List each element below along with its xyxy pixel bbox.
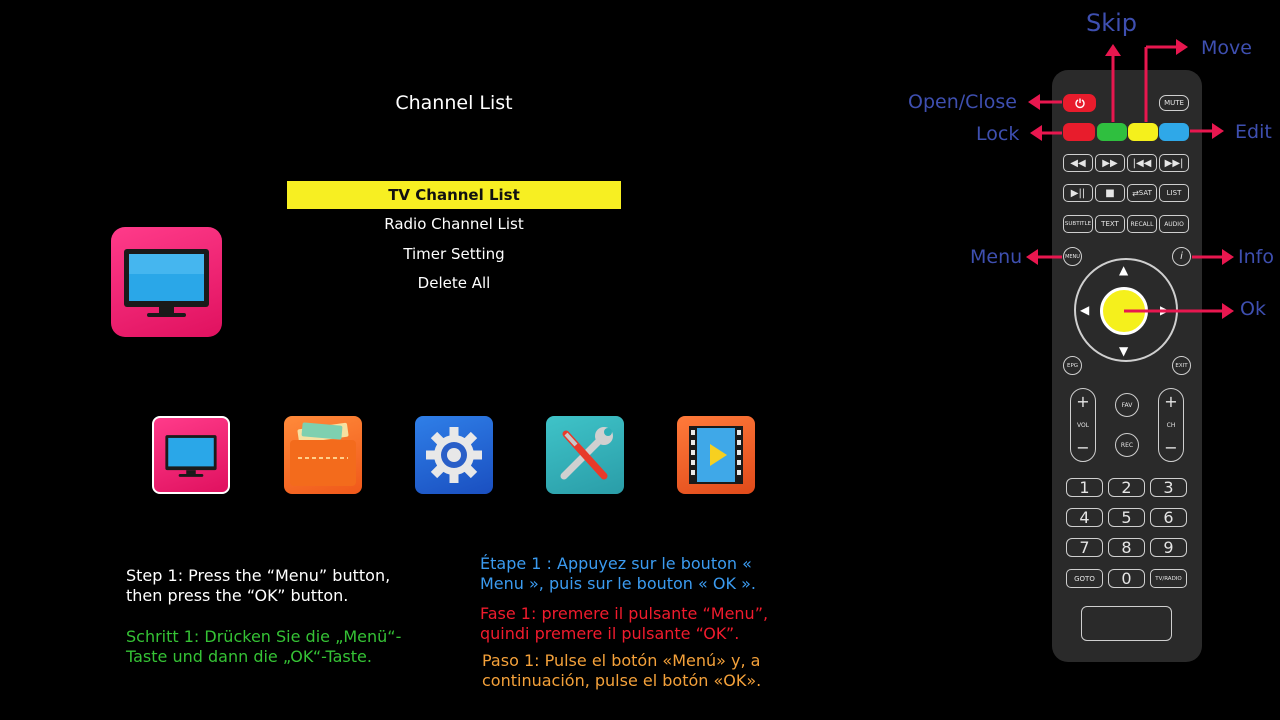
vol-plus-icon[interactable]: +: [1076, 392, 1090, 411]
vol-label: VOL: [1076, 421, 1090, 429]
play-pause-icon: ▶||: [1070, 187, 1086, 199]
sat-label: SAT: [1138, 189, 1152, 197]
num-2-button[interactable]: 2: [1108, 478, 1145, 497]
callout-edit: Edit: [1235, 121, 1272, 143]
right-arrow-icon[interactable]: ▶: [1160, 303, 1170, 317]
callout-open-close: Open/Close: [908, 91, 1017, 113]
num-4-button[interactable]: 4: [1066, 508, 1103, 527]
subtitle-button[interactable]: SUBTITLE: [1063, 215, 1093, 233]
volume-rocker[interactable]: [1070, 388, 1096, 462]
instruction-fr: Étape 1 : Appuyez sur le bouton « Menu », puis sur le bouton « OK ».: [480, 554, 756, 593]
red-button[interactable]: [1063, 123, 1095, 141]
list-button[interactable]: LIST: [1159, 184, 1189, 202]
num-6-button[interactable]: 6: [1150, 508, 1187, 527]
sat-icon: ⇄: [1132, 188, 1139, 198]
power-button[interactable]: [1063, 94, 1096, 112]
callout-ok: Ok: [1240, 298, 1266, 320]
vol-minus-icon[interactable]: −: [1076, 438, 1090, 457]
next-button[interactable]: [1159, 154, 1189, 172]
bottom-pad: [1081, 606, 1172, 641]
left-arrow-icon[interactable]: ◀: [1080, 303, 1090, 317]
next-icon: ▶▶|: [1164, 157, 1184, 169]
yellow-button[interactable]: [1128, 123, 1158, 141]
channel-list-tv-icon: [111, 227, 222, 337]
ch-label: CH: [1166, 421, 1176, 429]
fast-forward-button[interactable]: [1095, 154, 1125, 172]
menu-item-tv-channel-list[interactable]: TV Channel List: [287, 181, 621, 209]
tile-tv-icon[interactable]: [152, 416, 230, 494]
tile-wallet-icon[interactable]: [284, 416, 362, 494]
instruction-de: Schritt 1: Drücken Sie die „Menü“-Taste und dann die „OK“-Taste.: [126, 627, 402, 666]
prev-icon: |◀◀: [1132, 157, 1152, 169]
prev-button[interactable]: [1127, 154, 1157, 172]
down-arrow-icon[interactable]: ▼: [1119, 344, 1129, 358]
text-button[interactable]: TEXT: [1095, 215, 1125, 233]
instruction-it: Fase 1: premere il pulsante “Menu”, quindi premere il pulsante “OK”.: [480, 604, 769, 643]
blue-button[interactable]: [1159, 123, 1189, 141]
menu-button[interactable]: MENU: [1063, 247, 1082, 266]
tile-tools-icon[interactable]: [546, 416, 624, 494]
rewind-button[interactable]: [1063, 154, 1093, 172]
tvradio-button[interactable]: TV/RADIO: [1150, 569, 1187, 588]
ch-minus-icon[interactable]: −: [1164, 438, 1178, 457]
menu-item-radio-channel-list[interactable]: Radio Channel List: [384, 215, 524, 233]
mute-button[interactable]: MUTE: [1159, 95, 1189, 111]
ok-button[interactable]: [1100, 287, 1148, 335]
num-8-button[interactable]: 8: [1108, 538, 1145, 557]
goto-button[interactable]: GOTO: [1066, 569, 1103, 588]
instruction-en: Step 1: Press the “Menu” button, then press the “OK” button.: [126, 566, 391, 605]
channel-rocker[interactable]: [1158, 388, 1184, 462]
fav-button[interactable]: FAV: [1115, 393, 1139, 417]
green-button[interactable]: [1097, 123, 1127, 141]
menu-item-delete-all[interactable]: Delete All: [417, 274, 491, 292]
tile-film-icon[interactable]: [677, 416, 755, 494]
recall-button[interactable]: RECALL: [1127, 215, 1157, 233]
num-0-button[interactable]: 0: [1108, 569, 1145, 588]
rec-button[interactable]: REC: [1115, 433, 1139, 457]
ch-plus-icon[interactable]: +: [1164, 392, 1178, 411]
up-arrow-icon[interactable]: ▲: [1119, 263, 1129, 277]
num-3-button[interactable]: 3: [1150, 478, 1187, 497]
stop-icon: ■: [1105, 187, 1115, 199]
num-1-button[interactable]: 1: [1066, 478, 1103, 497]
callout-lock: Lock: [976, 123, 1020, 145]
play-pause-button[interactable]: [1063, 184, 1093, 202]
callout-move: Move: [1201, 37, 1252, 59]
page-title: Channel List: [395, 92, 513, 114]
fast-forward-icon: ▶▶: [1102, 157, 1118, 169]
num-7-button[interactable]: 7: [1066, 538, 1103, 557]
num-9-button[interactable]: 9: [1150, 538, 1187, 557]
power-icon: [1074, 97, 1086, 109]
num-5-button[interactable]: 5: [1108, 508, 1145, 527]
sat-button[interactable]: [1127, 184, 1157, 202]
callout-info: Info: [1238, 246, 1274, 268]
audio-button[interactable]: AUDIO: [1159, 215, 1189, 233]
rewind-icon: ◀◀: [1070, 157, 1086, 169]
stop-button[interactable]: [1095, 184, 1125, 202]
callout-menu: Menu: [970, 246, 1023, 268]
callout-skip: Skip: [1086, 9, 1138, 37]
exit-button[interactable]: EXIT: [1172, 356, 1191, 375]
tile-gear-icon[interactable]: [415, 416, 493, 494]
menu-item-timer-setting[interactable]: Timer Setting: [403, 245, 505, 263]
instruction-es: Paso 1: Pulse el botón «Menú» y, a continuación, pulse el botón «OK».: [482, 651, 762, 690]
epg-button[interactable]: EPG: [1063, 356, 1082, 375]
info-button[interactable]: i: [1172, 247, 1191, 266]
